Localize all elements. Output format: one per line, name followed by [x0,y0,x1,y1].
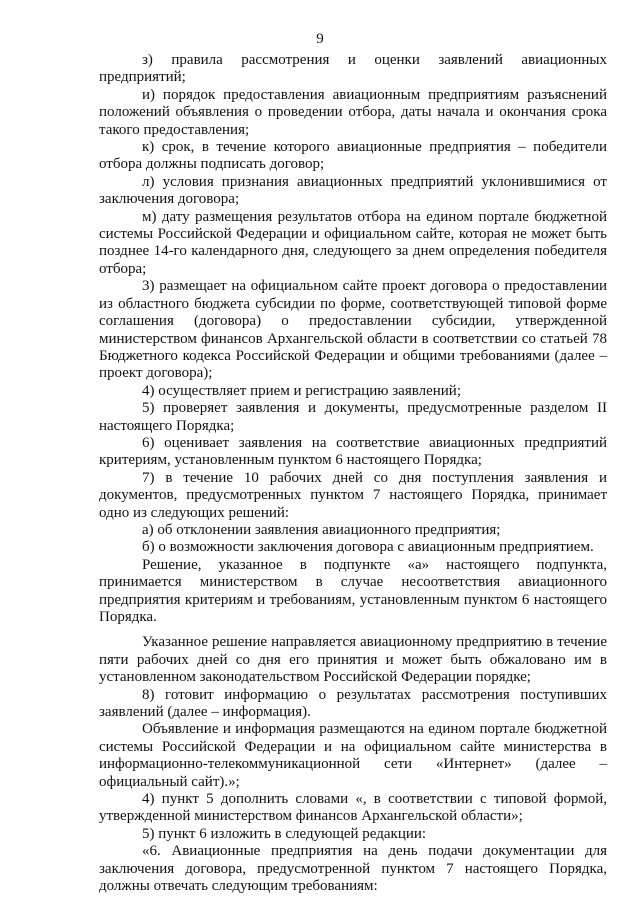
page-number: 9 [316,31,324,47]
paragraph-3: 3) размещает на официальном сайте проект договора о предоставлении из областного бюджета субсидии по форме, соответствующей типовой форме соглашения (договора) о предоставлении субсидии, утвержденной министерством финансов Архангельской области в соответствии со статьей 78 Бюджетного кодекса Российской Федерации и общими требованиями (далее – проект договора); [99,278,607,382]
paragraph-amend-5: 5) пункт 6 изложить в следующей редакции: [142,825,427,842]
paragraph-decision-notice: Указанное решение направляется авиационному предприятию в течение пяти рабочих дней со дня его принятия и может быть обжаловано им в установленном законодательством Российской Федерации порядке; [99,634,607,686]
paragraph-amend-4: 4) пункт 5 дополнить словами «, в соответствии с типовой формой, утвержденной министерством финансов Архангельской области»; [99,791,607,825]
paragraph-k: к) срок, в течение которого авиационные предприятия – победители отбора должны подписать договор; [99,139,607,173]
paragraph-i: и) порядок предоставления авиационным предприятиям разъяснений положений объявления о проведении отбора, даты начала и окончания срока такого предоставления; [99,86,607,138]
paragraph-l: л) условия признания авиационных предприятий уклонившимися от заключения договора; [99,173,607,208]
paragraph-decision: Решение, указанное в подпункте «а» настоящего подпункта, принимается министерством в случае несоответствия авиационного предприятия критериям и требованиям, установленным пунктом 6 настоящего Порядка. [99,556,607,625]
paragraph-announcement: Объявление и информация размещаются на едином портале бюджетной системы Российской Федерации и на официальном сайте министерства в информационно-телекоммуникационной сети «Интернет» (далее – официальный сайт).»; [99,721,607,790]
paragraph-8: 8) готовит информацию о результатах рассмотрения поступивших заявлений (далее – информация). [99,686,607,721]
paragraph-5: 5) проверяет заявления и документы, предусмотренные разделом II настоящего Порядка; [99,400,607,434]
paragraph-new-6: «6. Авиационные предприятия на день подачи документации для заключения договора, предусмотренной пунктом 7 настоящего Порядка, должны отвечать следующим требованиям: [99,843,607,895]
paragraph-6: 6) оценивает заявления на соответствие авиационных предприятий критериям, установленным пунктом 6 настоящего Порядка; [99,434,607,469]
paragraph-z: з) правила рассмотрения и оценки заявлений авиационных предприятий; [99,52,607,86]
document-body [99,52,607,896]
paragraph-m: м) дату размещения результатов отбора на едином портале бюджетной системы Российской Федерации и официальном сайте, которая не может быть позднее 14-го календарного дня, следующего за днем определения победителя отбора; [99,208,607,277]
paragraph-4: 4) осуществляет прием и регистрацию заявлений; [142,382,461,399]
paragraph-a: а) об отклонении заявления авиационного предприятия; [142,521,501,538]
paragraph-7: 7) в течение 10 рабочих дней со дня поступления заявления и документов, предусмотренных пунктом 7 настоящего Порядка, принимает одно из следующих решений: [99,469,607,521]
paragraph-b: б) о возможности заключения договора с авиационным предприятием. [142,539,594,556]
